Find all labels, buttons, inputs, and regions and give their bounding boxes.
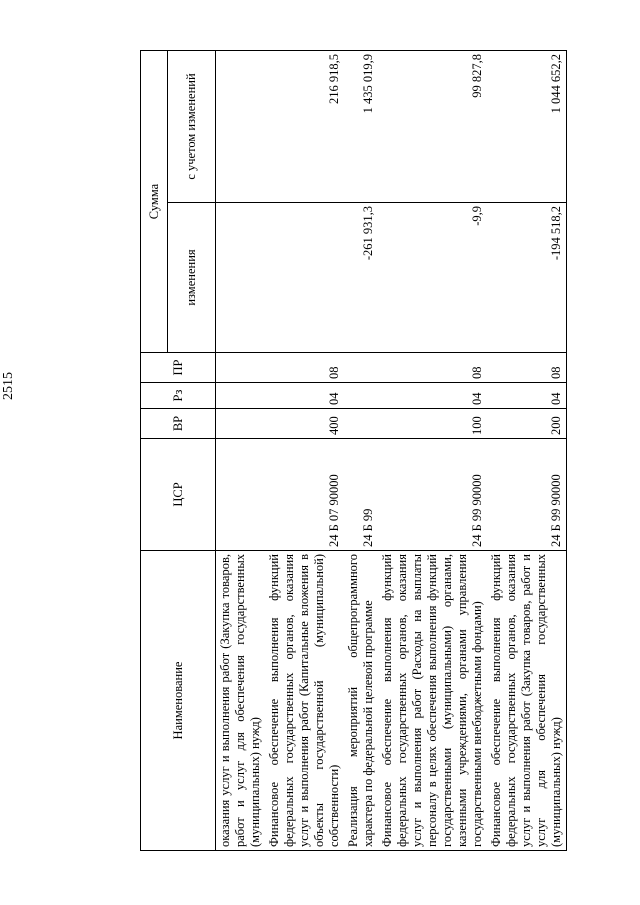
header-vr: ВР xyxy=(141,409,216,439)
table-row xyxy=(344,51,378,851)
row-name: оказания услуг и выполнения работ (Закупка товаров, работ и услуг для обеспечения государственных (муниципальных) нужд) xyxy=(216,551,266,851)
row-pr xyxy=(216,353,266,383)
row-vr: 200 xyxy=(487,409,567,439)
header-with-changes: с учетом изменений xyxy=(168,51,216,203)
budget-table xyxy=(140,50,567,851)
table-row xyxy=(378,51,487,851)
row-changes xyxy=(216,203,266,353)
row-rz: 04 xyxy=(487,383,567,409)
row-with-changes xyxy=(216,51,266,203)
header-row-top xyxy=(141,51,168,851)
row-vr xyxy=(344,409,378,439)
table-row xyxy=(487,51,567,851)
row-pr: 08 xyxy=(378,353,487,383)
row-changes: -261 931,3 xyxy=(344,203,378,353)
row-with-changes: 1 435 019,9 xyxy=(344,51,378,203)
row-pr: 08 xyxy=(265,353,344,383)
row-csr: 24 Б 99 90000 xyxy=(487,439,567,551)
header-csr: ЦСР xyxy=(141,439,216,551)
row-with-changes: 99 827,8 xyxy=(378,51,487,203)
header-rz: Рз xyxy=(141,383,216,409)
row-pr xyxy=(344,353,378,383)
row-changes: -194 518,2 xyxy=(487,203,567,353)
row-changes xyxy=(265,203,344,353)
header-name: Наименование xyxy=(141,551,216,851)
row-rz: 04 xyxy=(265,383,344,409)
row-rz xyxy=(344,383,378,409)
page-number: 2515 xyxy=(1,372,16,400)
table-row xyxy=(265,51,344,851)
row-csr: 24 Б 99 xyxy=(344,439,378,551)
row-vr: 100 xyxy=(378,409,487,439)
row-vr: 400 xyxy=(265,409,344,439)
row-with-changes: 1 044 652,2 xyxy=(487,51,567,203)
row-name: Финансовое обеспечение выполнения функций федеральных государственных органов, оказания услуг и выполнения работ (Расходы на выплаты персоналу в целях обеспечения выполнения функций государственными (муниципальными) органами, казенными учреждениями, органами управления государственными внебюджетными фондами) xyxy=(378,551,487,851)
row-pr: 08 xyxy=(487,353,567,383)
row-rz xyxy=(216,383,266,409)
row-name: Финансовое обеспечение выполнения функций федеральных государственных органов, оказания услуг и выполнения работ (Капитальные вложения в объекты государственной (муниципальной) собственности) xyxy=(265,551,344,851)
header-pr: ПР xyxy=(141,353,216,383)
row-name: Финансовое обеспечение выполнения функций федеральных государственных органов, оказания услуг и выполнения работ (Закупка товаров, работ и услуг для обеспечения государственных (муниципальных) нужд) xyxy=(487,551,567,851)
row-name: Реализация мероприятий общепрограммного характера по федеральной целевой программе xyxy=(344,551,378,851)
row-changes: -9,9 xyxy=(378,203,487,353)
row-rz: 04 xyxy=(378,383,487,409)
header-changes: изменения xyxy=(168,203,216,353)
table-row xyxy=(216,51,266,851)
row-with-changes: 216 918,5 xyxy=(265,51,344,203)
header-sum: Сумма xyxy=(141,51,168,353)
rotated-table-block xyxy=(140,51,610,851)
row-csr: 24 Б 07 90000 xyxy=(265,439,344,551)
row-vr xyxy=(216,409,266,439)
row-csr xyxy=(216,439,266,551)
row-csr: 24 Б 99 90000 xyxy=(378,439,487,551)
